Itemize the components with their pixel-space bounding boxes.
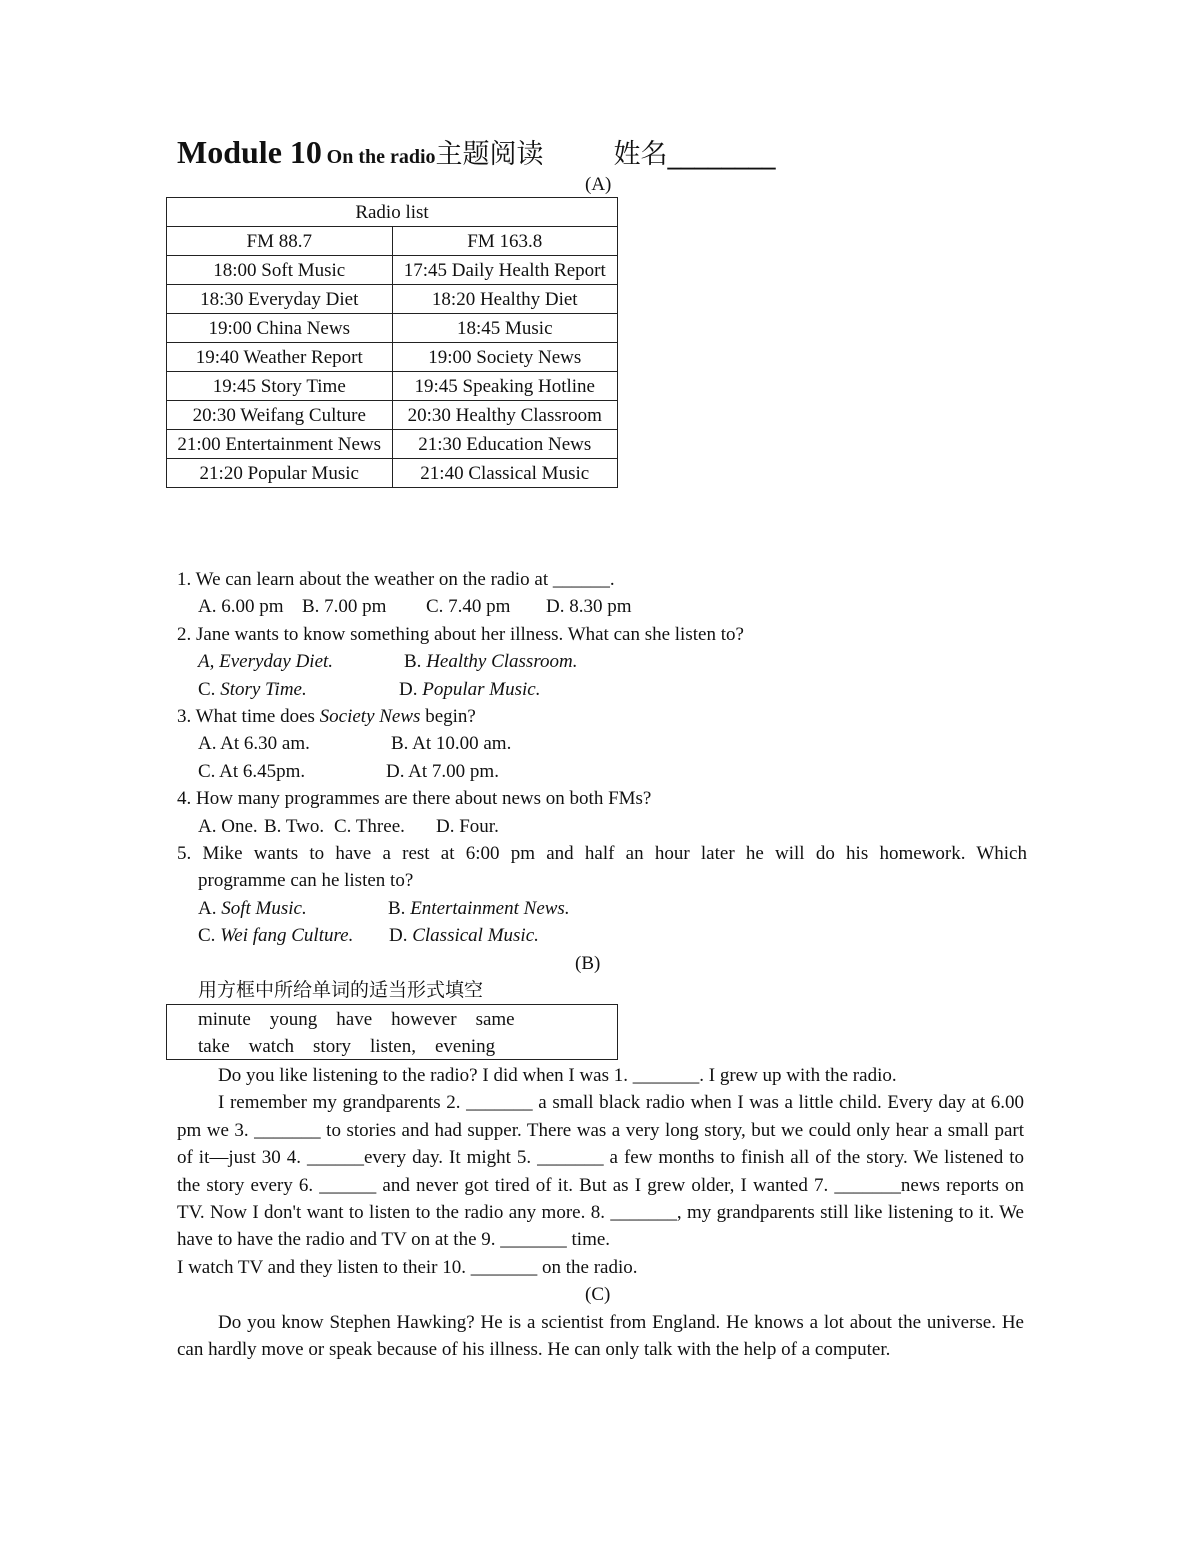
question-2-stem: 2. Jane wants to know something about her illness. What can she listen to? (177, 623, 744, 645)
word-option: evening (434, 1036, 496, 1057)
table-row (167, 343, 618, 372)
fm887-programme: 21:00 Entertainment News (167, 430, 393, 459)
option: A. One. (198, 815, 258, 837)
word-option: listen, (370, 1036, 416, 1057)
word-option: young (269, 1009, 318, 1030)
table-row (167, 372, 618, 401)
word-option: however (391, 1009, 457, 1030)
fm887-programme: 18:00 Soft Music (167, 256, 393, 285)
section-b-passage (177, 1062, 1024, 1281)
option: C. Story Time. (198, 678, 307, 700)
fm887-programme: 19:45 Story Time (167, 372, 393, 401)
question-5-options-row2 (177, 922, 1027, 949)
word-option: same (475, 1009, 515, 1030)
option: B. Healthy Classroom. (404, 651, 578, 673)
question-3-stem: 3. What time does Society News begin? (177, 705, 476, 727)
option: D. Four. (436, 815, 499, 837)
cn-title: 主题阅读 (435, 139, 544, 170)
question-5-options-row1 (177, 895, 1027, 922)
section-b-instruction: 用方框中所给单词的适当形式填空 (198, 979, 484, 1001)
fm887-programme: 21:20 Popular Music (167, 459, 393, 488)
option: B. Entertainment News. (388, 897, 570, 919)
section-a-label: (A) (585, 174, 612, 195)
fm1638-programme: 19:45 Speaking Hotline (392, 372, 618, 401)
fm887-programme: 19:00 China News (167, 314, 393, 343)
option: A. Soft Music. (198, 897, 307, 919)
fm1638-programme: 20:30 Healthy Classroom (392, 401, 618, 430)
table-row (167, 430, 618, 459)
questions-a (177, 566, 1027, 949)
option: C. 7.40 pm (426, 596, 511, 618)
option: D. At 7.00 pm. (386, 760, 499, 782)
question-2-options-row1 (177, 648, 1027, 675)
fm887-programme: 19:40 Weather Report (167, 343, 393, 372)
question-1-stem: 1. We can learn about the weather on the radio at ______. (177, 569, 615, 590)
fm1638-programme: 21:40 Classical Music (392, 459, 618, 488)
table-row (167, 256, 618, 285)
option: D. 8.30 pm (546, 596, 632, 618)
question-3-options-row2 (177, 758, 1027, 785)
table-row (167, 459, 618, 488)
module-number: Module 10 (177, 134, 322, 170)
fm887-programme: 20:30 Weifang Culture (167, 401, 393, 430)
question-3-options-row1 (177, 730, 1027, 757)
fm1638-programme: 18:45 Music (392, 314, 618, 343)
word-option: story (313, 1036, 352, 1057)
question-4-options (177, 813, 1027, 840)
question-1-options (177, 593, 1027, 620)
option: D. Classical Music. (389, 925, 539, 947)
fm1638-programme: 17:45 Daily Health Report (392, 256, 618, 285)
option: D. Popular Music. (399, 678, 541, 700)
word-row-1 (198, 1006, 534, 1033)
column-header-fm887: FM 88.7 (167, 227, 393, 256)
passage-b-paragraph: I remember my grandparents 2. _______ a small black radio when I was a little child. Every day at 6.00 pm we 3. _______ to stories and had supper. There was a very long story, but we could only hear a small part of it—just 30 4. ______every day. It might 5. _______ a few months to finish all of the story. We listened to the story every 6. ______ and never got tired of it. But as I grew older, I wanted 7. _______news reports on TV. Now I don't want to listen to the radio any more. 8. _______, my grandparents still like listening to it. We have to have the radio and TV on at the 9. _______ time. (177, 1092, 1024, 1251)
page-title (177, 132, 776, 178)
question-5-stem-line2: programme can he listen to? (198, 870, 414, 892)
option: B. At 10.00 am. (391, 733, 512, 755)
passage-c-paragraph: Do you know Stephen Hawking? He is a scientist from England. He knows a lot about the universe. He can hardly move or speak because of his illness. He can only talk with the help of a computer. (177, 1312, 1024, 1361)
question-5-stem-line1: 5. Mike wants to have a rest at 6:00 pm and half an hour later he will do his homework. Which (177, 842, 1027, 864)
word-row-2 (198, 1033, 514, 1060)
word-option: watch (248, 1036, 295, 1057)
name-field-label: 姓名________ (613, 139, 776, 170)
option: B. Two. (264, 815, 325, 837)
question-4-stem: 4. How many programmes are there about news on both FMs? (177, 788, 652, 810)
word-option: take (198, 1036, 230, 1057)
option: C. Three. (334, 815, 405, 837)
fm1638-programme: 18:20 Healthy Diet (392, 285, 618, 314)
option: B. 7.00 pm (302, 596, 387, 618)
section-b-label: (B) (575, 953, 601, 974)
option: C. Wei fang Culture. (198, 925, 354, 947)
fm1638-programme: 19:00 Society News (392, 343, 618, 372)
question-2-options-row2 (177, 676, 1027, 703)
passage-b-line: Do you like listening to the radio? I did when I was 1. _______. I grew up with the radio. (218, 1065, 897, 1086)
word-option: minute (198, 1009, 251, 1030)
column-header-fm1638: FM 163.8 (392, 227, 618, 256)
word-option: have (336, 1009, 373, 1030)
radio-list-table (166, 197, 618, 488)
section-c-passage (177, 1309, 1024, 1364)
passage-b-line: I watch TV and they listen to their 10. _______ on the radio. (177, 1256, 638, 1278)
option: C. At 6.45pm. (198, 760, 306, 782)
word-box (166, 1004, 618, 1060)
table-title: Radio list (167, 198, 618, 227)
table-row (167, 401, 618, 430)
module-topic: On the radio (326, 146, 436, 168)
table-row (167, 285, 618, 314)
section-c-label: (C) (585, 1284, 611, 1305)
fm1638-programme: 21:30 Education News (392, 430, 618, 459)
option: A. At 6.30 am. (198, 733, 310, 755)
option: A. 6.00 pm (198, 596, 284, 618)
table-row (167, 314, 618, 343)
option: A, Everyday Diet. (198, 651, 334, 673)
fm887-programme: 18:30 Everyday Diet (167, 285, 393, 314)
